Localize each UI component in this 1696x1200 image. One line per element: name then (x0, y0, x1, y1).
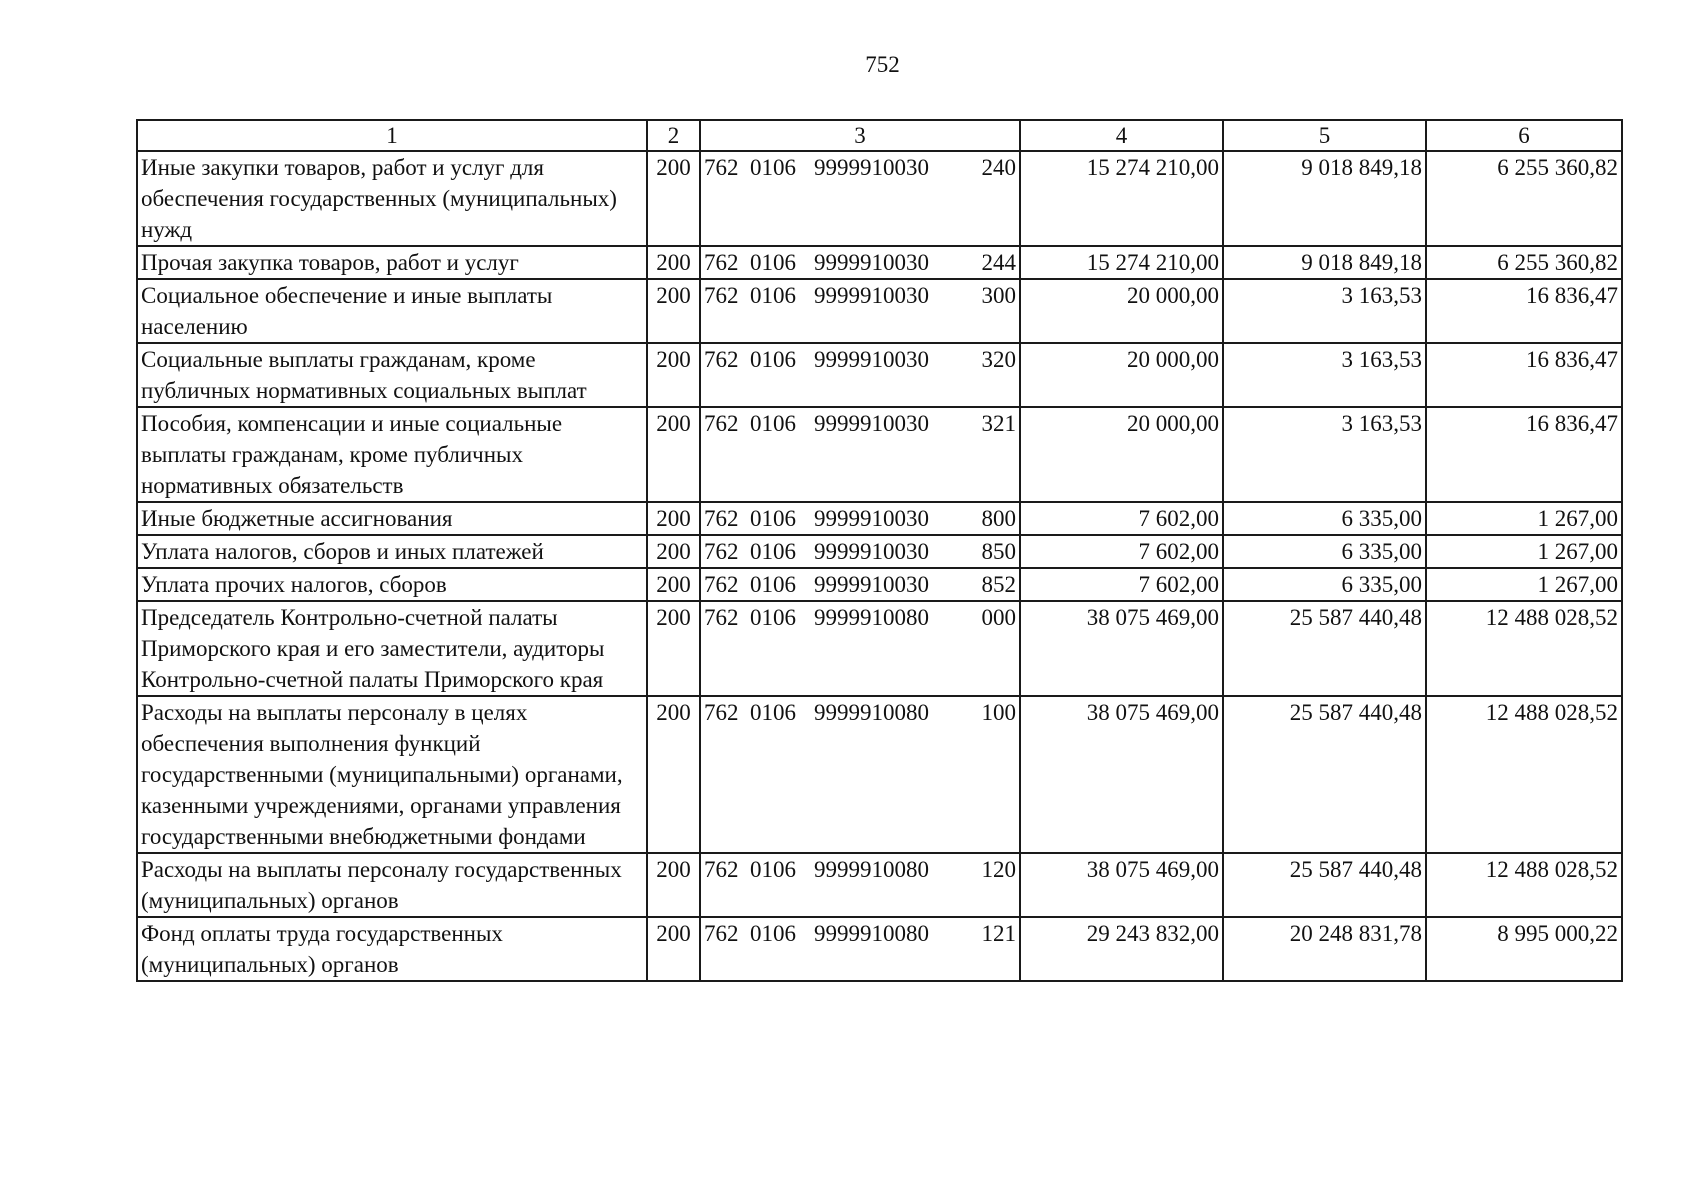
row-classification-code (700, 601, 1020, 696)
row-value-unexecuted: 12 488 028,52 (1426, 601, 1622, 696)
row-value-approved: 7 602,00 (1020, 502, 1223, 535)
code-section: 0106 (750, 572, 796, 597)
row-name: Прочая закупка товаров, работ и услуг (137, 246, 647, 279)
row-value-executed: 3 163,53 (1223, 279, 1426, 343)
row-line-code: 200 (647, 853, 700, 917)
row-line-code: 200 (647, 151, 700, 246)
code-section: 0106 (750, 155, 796, 180)
row-line-code: 200 (647, 568, 700, 601)
row-classification-code (700, 246, 1020, 279)
row-line-code: 200 (647, 279, 700, 343)
row-value-unexecuted: 16 836,47 (1426, 279, 1622, 343)
code-department: 762 (704, 155, 739, 180)
code-target: 9999910080 (814, 857, 929, 882)
row-value-unexecuted: 8 995 000,22 (1426, 917, 1622, 981)
code-expense-type: 321 (981, 411, 1016, 436)
table-row (137, 246, 1622, 279)
code-department: 762 (704, 411, 739, 436)
code-target: 9999910030 (814, 411, 929, 436)
row-classification-code (700, 279, 1020, 343)
row-line-code: 200 (647, 502, 700, 535)
row-line-code: 200 (647, 343, 700, 407)
table-row (137, 917, 1622, 981)
table-row (137, 502, 1622, 535)
table-row (137, 535, 1622, 568)
row-value-executed: 6 335,00 (1223, 502, 1426, 535)
row-value-unexecuted: 1 267,00 (1426, 502, 1622, 535)
code-expense-type: 100 (981, 700, 1016, 725)
row-value-executed: 9 018 849,18 (1223, 246, 1426, 279)
row-value-unexecuted: 16 836,47 (1426, 407, 1622, 502)
row-value-unexecuted: 12 488 028,52 (1426, 696, 1622, 853)
header-row (137, 120, 1622, 151)
row-value-approved: 7 602,00 (1020, 535, 1223, 568)
row-line-code: 200 (647, 696, 700, 853)
row-classification-code (700, 502, 1020, 535)
code-department: 762 (704, 857, 739, 882)
code-section: 0106 (750, 605, 796, 630)
row-value-approved: 20 000,00 (1020, 407, 1223, 502)
table-row (137, 407, 1622, 502)
row-classification-code (700, 568, 1020, 601)
row-value-unexecuted: 1 267,00 (1426, 568, 1622, 601)
row-line-code: 200 (647, 407, 700, 502)
row-value-executed: 25 587 440,48 (1223, 853, 1426, 917)
table-row (137, 601, 1622, 696)
column-header-1: 1 (137, 120, 647, 151)
column-header-6: 6 (1426, 120, 1622, 151)
code-expense-type: 852 (981, 572, 1016, 597)
code-section: 0106 (750, 283, 796, 308)
row-name: Социальные выплаты гражданам, кроме публичных нормативных социальных выплат (137, 343, 647, 407)
table-body (137, 151, 1622, 981)
row-name: Уплата налогов, сборов и иных платежей (137, 535, 647, 568)
code-expense-type: 850 (981, 539, 1016, 564)
table-row (137, 853, 1622, 917)
row-name: Иные бюджетные ассигнования (137, 502, 647, 535)
column-header-5: 5 (1223, 120, 1426, 151)
code-department: 762 (704, 572, 739, 597)
row-classification-code (700, 853, 1020, 917)
code-target: 9999910030 (814, 155, 929, 180)
row-value-approved: 20 000,00 (1020, 279, 1223, 343)
row-value-unexecuted: 16 836,47 (1426, 343, 1622, 407)
code-section: 0106 (750, 700, 796, 725)
code-target: 9999910030 (814, 250, 929, 275)
code-target: 9999910030 (814, 283, 929, 308)
table-row (137, 279, 1622, 343)
row-value-unexecuted: 1 267,00 (1426, 535, 1622, 568)
table-row (137, 343, 1622, 407)
code-expense-type: 300 (981, 283, 1016, 308)
row-value-approved: 29 243 832,00 (1020, 917, 1223, 981)
row-name: Уплата прочих налогов, сборов (137, 568, 647, 601)
column-header-2: 2 (647, 120, 700, 151)
column-header-3: 3 (700, 120, 1020, 151)
budget-table (136, 119, 1623, 982)
code-expense-type: 120 (981, 857, 1016, 882)
page-number: 752 (865, 52, 900, 77)
row-value-executed: 6 335,00 (1223, 568, 1426, 601)
row-classification-code (700, 343, 1020, 407)
row-value-executed: 6 335,00 (1223, 535, 1426, 568)
code-department: 762 (704, 605, 739, 630)
row-value-approved: 20 000,00 (1020, 343, 1223, 407)
row-value-approved: 38 075 469,00 (1020, 601, 1223, 696)
row-value-approved: 38 075 469,00 (1020, 696, 1223, 853)
code-expense-type: 121 (981, 921, 1016, 946)
row-line-code: 200 (647, 535, 700, 568)
code-department: 762 (704, 250, 739, 275)
row-value-approved: 38 075 469,00 (1020, 853, 1223, 917)
row-name: Пособия, компенсации и иные социальные выплаты гражданам, кроме публичных нормативных обязательств (137, 407, 647, 502)
code-section: 0106 (750, 921, 796, 946)
code-section: 0106 (750, 539, 796, 564)
code-department: 762 (704, 283, 739, 308)
code-target: 9999910080 (814, 921, 929, 946)
code-section: 0106 (750, 347, 796, 372)
code-expense-type: 320 (981, 347, 1016, 372)
row-value-executed: 9 018 849,18 (1223, 151, 1426, 246)
table-row (137, 151, 1622, 246)
column-header-4: 4 (1020, 120, 1223, 151)
code-expense-type: 244 (981, 250, 1016, 275)
code-target: 9999910030 (814, 572, 929, 597)
row-classification-code (700, 917, 1020, 981)
row-value-unexecuted: 6 255 360,82 (1426, 246, 1622, 279)
row-value-executed: 3 163,53 (1223, 407, 1426, 502)
code-target: 9999910030 (814, 347, 929, 372)
row-classification-code (700, 407, 1020, 502)
code-target: 9999910030 (814, 539, 929, 564)
code-expense-type: 800 (981, 506, 1016, 531)
row-value-approved: 15 274 210,00 (1020, 151, 1223, 246)
table-row (137, 696, 1622, 853)
row-classification-code (700, 696, 1020, 853)
row-value-unexecuted: 6 255 360,82 (1426, 151, 1622, 246)
row-classification-code (700, 151, 1020, 246)
code-section: 0106 (750, 411, 796, 436)
code-department: 762 (704, 539, 739, 564)
code-department: 762 (704, 347, 739, 372)
code-target: 9999910080 (814, 605, 929, 630)
code-expense-type: 000 (981, 605, 1016, 630)
code-section: 0106 (750, 250, 796, 275)
row-value-approved: 15 274 210,00 (1020, 246, 1223, 279)
row-classification-code (700, 535, 1020, 568)
row-value-executed: 25 587 440,48 (1223, 601, 1426, 696)
code-section: 0106 (750, 857, 796, 882)
code-section: 0106 (750, 506, 796, 531)
table-row (137, 568, 1622, 601)
code-department: 762 (704, 700, 739, 725)
row-name: Расходы на выплаты персоналу государственных (муниципальных) органов (137, 853, 647, 917)
row-line-code: 200 (647, 917, 700, 981)
row-name: Председатель Контрольно-счетной палаты Приморского края и его заместители, аудиторы Контрольно-счетной палаты Приморского края (137, 601, 647, 696)
row-name: Социальное обеспечение и иные выплаты населению (137, 279, 647, 343)
row-value-unexecuted: 12 488 028,52 (1426, 853, 1622, 917)
code-target: 9999910080 (814, 700, 929, 725)
row-name: Фонд оплаты труда государственных (муниципальных) органов (137, 917, 647, 981)
code-department: 762 (704, 921, 739, 946)
row-name: Расходы на выплаты персоналу в целях обеспечения выполнения функций государственными (муниципальными) органами, казенными учреждениями, органами управления государственными внебюджетными фондами (137, 696, 647, 853)
row-value-executed: 25 587 440,48 (1223, 696, 1426, 853)
row-value-approved: 7 602,00 (1020, 568, 1223, 601)
row-name: Иные закупки товаров, работ и услуг для обеспечения государственных (муниципальных) нужд (137, 151, 647, 246)
row-value-executed: 3 163,53 (1223, 343, 1426, 407)
row-value-executed: 20 248 831,78 (1223, 917, 1426, 981)
row-line-code: 200 (647, 246, 700, 279)
code-target: 9999910030 (814, 506, 929, 531)
code-expense-type: 240 (981, 155, 1016, 180)
row-line-code: 200 (647, 601, 700, 696)
code-department: 762 (704, 506, 739, 531)
